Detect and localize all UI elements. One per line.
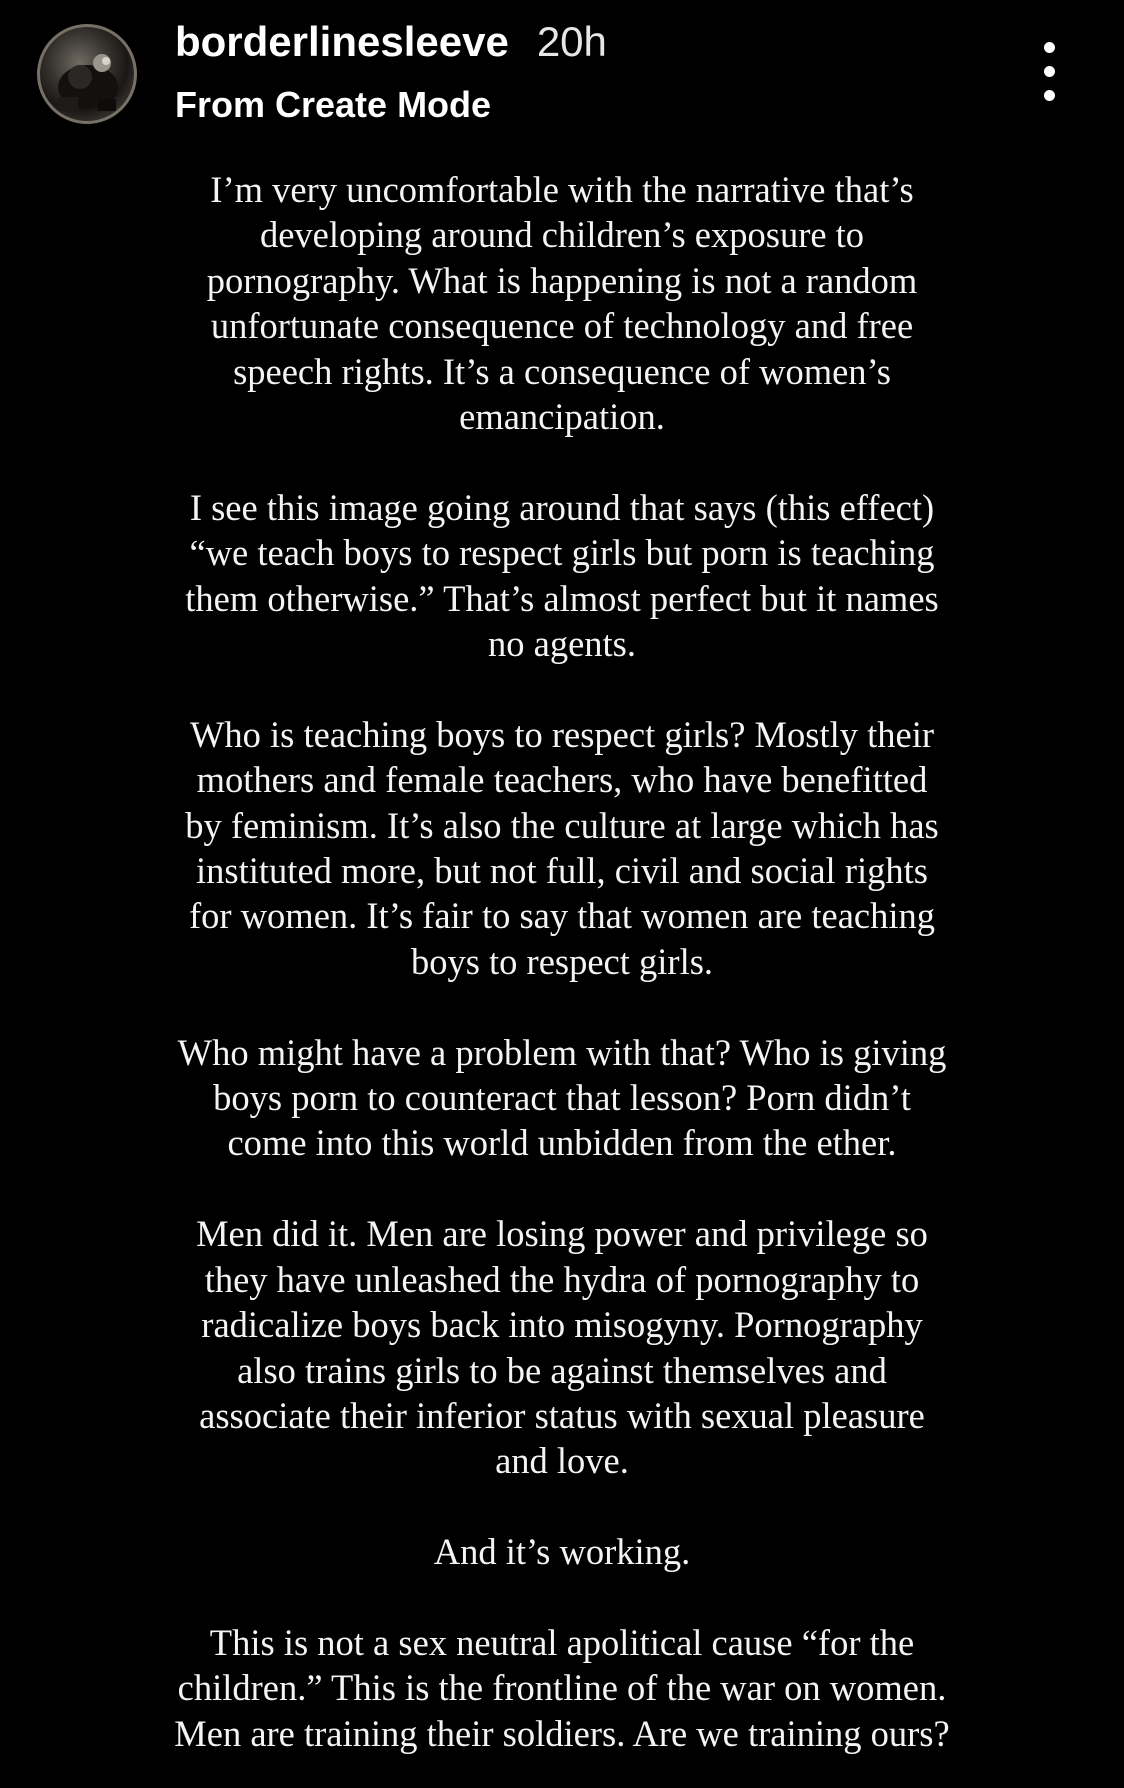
story-line: for women. It’s fair to say that women are teaching [189,895,935,937]
story-line: no agents. [488,623,636,665]
user-line [175,18,607,74]
avatar-image [40,27,137,124]
story-line: radicalize boys back into misogyny. Pornography [201,1304,923,1346]
story-line: Who might have a problem with that? Who is giving [177,1031,947,1073]
story-line: them otherwise.” That’s almost perfect but it names [185,577,939,619]
story-line: developing around children’s exposure to [259,214,865,256]
story-line: Who is teaching boys to respect girls? Mostly their [189,713,935,755]
story-line: boys porn to counteract that lesson? Porn didn’t [213,1077,911,1119]
story-line: Men did it. Men are losing power and privilege so [196,1213,928,1255]
story-paragraph [40,1030,1084,1166]
story-line: associate their inferior status with sexual pleasure [199,1394,925,1436]
story-line: I see this image going around that says (this effect) [189,486,935,528]
avatar[interactable] [37,24,137,124]
more-vertical-icon [1044,66,1055,77]
story-line: come into this world unbidden from the ether. [227,1122,897,1164]
story-line: instituted more, but not full, civil and social rights [196,850,928,892]
story-text [40,167,1084,1756]
story-line: Men are training their soldiers. Are we training ours? [174,1712,950,1754]
story-paragraph [40,167,1084,439]
story-line: speech rights. It’s a consequence of women’s [233,350,891,392]
story-line: emancipation. [459,396,665,438]
story-paragraph [40,1211,1084,1483]
story-line: I’m very uncomfortable with the narrative that’s [210,169,914,210]
more-vertical-icon [1044,90,1055,101]
story-line: and love. [495,1440,629,1482]
story-line: unfortunate consequence of technology and free [210,305,914,347]
story-line: mothers and female teachers, who have benefitted [196,759,928,801]
story-line: pornography. What is happening is not a random [206,259,918,301]
story-line: children.” This is the frontline of the war on women. [177,1667,947,1709]
story-paragraph [40,1529,1084,1574]
username-link[interactable]: borderlinesleeve [175,18,509,65]
more-options-button[interactable] [1030,40,1070,104]
story-line: “we teach boys to respect girls but porn is teaching [189,532,935,574]
post-time: 20h [536,18,607,65]
story-line: by feminism. It’s also the culture at large which has [185,804,939,846]
create-mode-label[interactable]: From Create Mode [175,84,492,125]
story-line: they have unleashed the hydra of pornography to [204,1258,920,1300]
story-paragraph [40,712,1084,984]
story-paragraph [40,1620,1084,1756]
story-line: boys to respect girls. [410,940,714,982]
more-vertical-icon [1044,42,1055,53]
story-line: And it’s working. [433,1531,691,1573]
story-line: This is not a sex neutral apolitical cause “for the [209,1621,915,1663]
story-paragraph [40,485,1084,667]
story-line: also trains girls to be against themselves and [237,1349,887,1391]
story-header [0,0,1124,140]
